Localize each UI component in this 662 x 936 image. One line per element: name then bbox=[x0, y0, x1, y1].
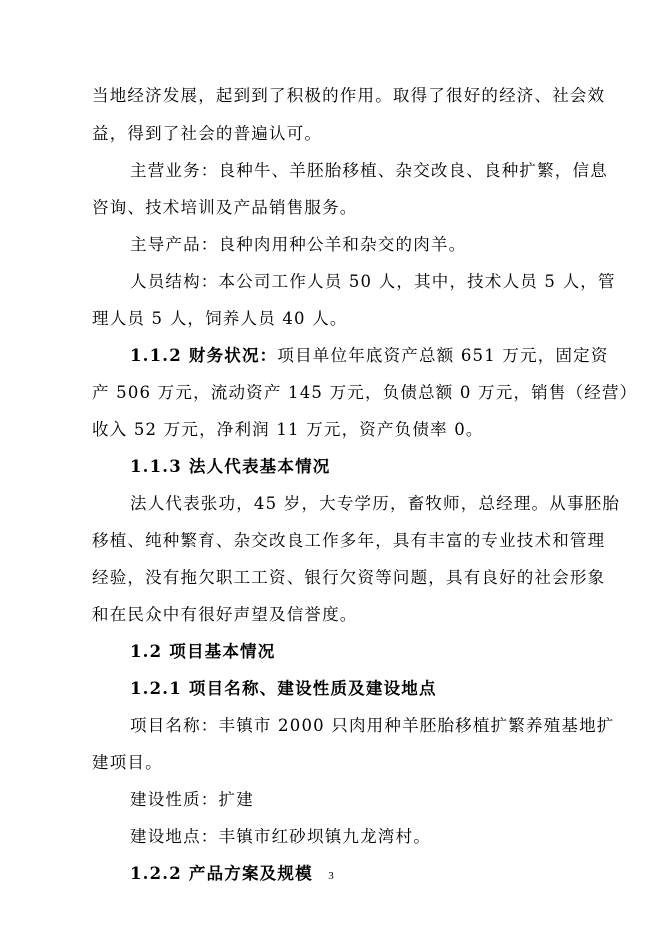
section-heading: 1.2.2 产品方案及规模 bbox=[130, 864, 313, 883]
legal-rep-line: 法人代表张功，45 岁，大专学历，畜牧师，总经理。从事胚胎 bbox=[130, 494, 621, 513]
project-name-line: 项目名称：丰镇市 2000 只肉用种羊胚胎移植扩繁养殖基地扩 bbox=[130, 716, 615, 735]
construction-site-line: 建设地点：丰镇市红砂坝镇九龙湾村。 bbox=[130, 827, 431, 846]
section-number-label: 1.1.2 财务状况： bbox=[130, 346, 278, 365]
body-text-line: 产 506 万元，流动资产 145 万元，负债总额 0 万元，销售（经营） bbox=[92, 383, 638, 402]
financial-status-line bbox=[130, 346, 650, 366]
body-text-line: 当地经济发展，起到到了积极的作用。取得了很好的经济、社会效 bbox=[92, 86, 606, 105]
body-text-line: 和在民众中有很好声望及信誉度。 bbox=[92, 605, 358, 624]
main-business-line: 主营业务：良种牛、羊胚胎移植、杂交改良、良种扩繁，信息 bbox=[130, 161, 608, 180]
body-text-line: 经验，没有拖欠职工工资、银行欠资等问题，具有良好的社会形象 bbox=[92, 568, 606, 587]
body-text-line: 理人员 5 人，饲养人员 40 人。 bbox=[92, 309, 348, 328]
section-heading: 1.2 项目基本情况 bbox=[130, 642, 276, 661]
section-heading: 1.1.3 法人代表基本情况 bbox=[130, 457, 331, 476]
staff-structure-line: 人员结构：本公司工作人员 50 人，其中，技术人员 5 人，管 bbox=[130, 272, 616, 291]
body-text-line: 移植、纯种繁育、杂交改良工作多年，具有丰富的专业技术和管理 bbox=[92, 531, 606, 550]
financial-status-text: 项目单位年底资产总额 651 万元，固定资 bbox=[277, 346, 609, 365]
body-text-line: 咨询、技术培训及产品销售服务。 bbox=[92, 198, 358, 217]
main-products-line: 主导产品：良种肉用种公羊和杂交的肉羊。 bbox=[130, 235, 467, 254]
body-text-line: 建项目。 bbox=[92, 753, 163, 772]
body-text-line: 收入 52 万元，净利润 11 万元，资产负债率 0。 bbox=[92, 420, 484, 439]
body-text-line: 益，得到了社会的普遍认可。 bbox=[92, 124, 323, 143]
construction-nature-line: 建设性质：扩建 bbox=[130, 790, 254, 809]
page-number: 3 bbox=[328, 870, 334, 882]
section-heading: 1.2.1 项目名称、建设性质及建设地点 bbox=[130, 679, 437, 698]
